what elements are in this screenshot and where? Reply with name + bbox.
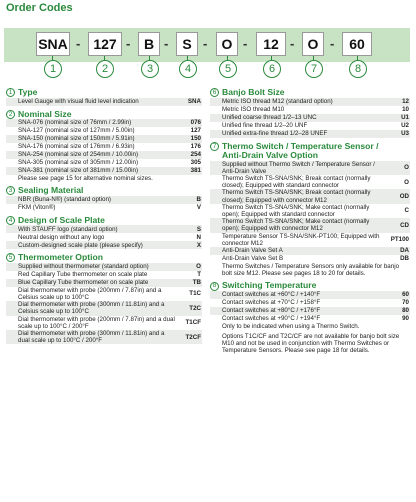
section-number: 7 [210,142,219,151]
option-row: Custom-designed scale plate (please specify) X [6,241,202,249]
code-box-seal: B [138,32,160,56]
option-row: Dial thermometer with probe (300mm / 11.81in) and a dual scale up to 100°C / 200°F T2CF [6,330,202,344]
section-note: Options T1C/CF and T2C/CF are not available for banjo bolt size M10 and not be used in conjunction with Thermo Switches or Temperature Sensors. Please see page 18 for details. [222,333,400,355]
option-row: SNA-150 (nominal size of 150mm / 5.91in) 150 [6,135,202,143]
option-row: With STAUFF logo (standard option) S [6,225,202,233]
right-column [210,88,410,359]
section-nominal-size [6,110,202,183]
section-title: Type [18,87,38,97]
code-box-size: 127 [88,32,122,56]
code-box-banjo: 12 [256,32,286,56]
code-box-thermometer: O [216,32,238,56]
code-box-type: SNA [36,32,70,56]
section-title: Thermo Switch / Temperature Sensor / [222,140,379,151]
section-note: Please see page 15 for alternative nominal sizes. [18,175,153,182]
option-row: Dial thermometer with probe (200mm / 7.87in) and a Celsius scale up to 100°C T1C [6,287,202,301]
option-row: Supplied without Thermo Switch / Temperature Sensor / Anti-Drain Valve O [210,161,410,175]
section-switching-temperature [210,281,410,354]
section-number: 1 [6,88,15,97]
option-row: Metric ISO thread M12 (standard option) 12 [210,98,410,106]
option-row: SNA-381 (nominal size of 381mm / 15.00in) 381 [6,167,202,175]
section-title: Banjo Bolt Size [222,87,285,97]
section-title: Sealing Material [18,185,84,196]
section-number: 3 [6,186,15,195]
option-row: Unified coarse thread 1/2–13 UNC U1 [210,114,410,122]
section-number: 4 [6,216,15,225]
code-separator: - [164,36,169,51]
code-box-switch: O [302,32,324,56]
section-number: 6 [210,88,219,97]
option-row: Anti-Drain Valve Set B DB [210,255,410,263]
option-row: Neutral design without any logo N [6,233,202,241]
section-title: Switching Temperature [222,280,317,291]
code-separator: - [243,36,248,51]
option-row: Unified extra-fine thread 1/2–28 UNEF U3 [210,130,410,138]
code-box-temp: 60 [342,32,372,56]
option-row: Thermo Switch TS-SNA/SNK; Break contact (normally closed); Equipped with standard connector O [210,175,410,189]
code-number: 2 [96,60,114,78]
option-row: Blue Capillary Tube thermometer on scale plate TB [6,279,202,287]
option-row: Dial thermometer with probe (200mm / 7.87in) and a dual scale up to 100°C / 200°F T1CF [6,316,202,330]
section-number: 8 [210,282,219,291]
option-row: Supplied without thermometer (standard option) O [6,263,202,271]
section-title: Nominal Size [18,108,72,119]
option-row: SNA-305 (nominal size of 305mm / 12.00in) 305 [6,159,202,167]
option-row: Temperature Sensor TS-SNA/SNK-PT100; Equipped with connector M12 PT100 [210,233,410,247]
option-row: Thermo Switch TS-SNA/SNK; Make contact (normally open); Equipped with connector M12 CD [210,218,410,232]
section-title: Thermometer Option [18,252,103,263]
code-separator: - [76,36,81,51]
section-thermometer [6,253,202,344]
option-row: Unified fine thread 1/2–20 UNF U2 [210,122,410,130]
option-row: Contact switches at +60°C / +140°F 60 [210,291,410,299]
page-title: Order Codes [6,2,73,14]
code-separator: - [330,36,335,51]
option-row: Level Gauge with visual fluid level indication SNA [6,98,202,106]
code-number: 3 [141,60,159,78]
code-number: 7 [305,60,323,78]
option-row: SNA-176 (nominal size of 176mm / 6.93in) 176 [6,143,202,151]
option-row: Contact switches at +70°C / +158°F 70 [210,299,410,307]
option-row: Red Capillary Tube thermometer on scale plate T [6,271,202,279]
section-scale-plate [6,216,202,250]
section-type [6,88,202,106]
code-number: 5 [219,60,237,78]
left-column [6,88,202,348]
option-row: NBR (Buna-N®) (standard option) B [6,196,202,204]
code-separator: - [203,36,208,51]
option-row: SNA-254 (nominal size of 254mm / 10.00in) 254 [6,151,202,159]
section-note: Only to be indicated when using a Thermo Switch. [222,322,360,330]
option-row: Metric ISO thread M10 10 [210,106,410,114]
section-sealing [6,186,202,212]
option-row: FKM (Viton®) V [6,204,202,212]
section-banjo-bolt [210,88,410,138]
section-number: 2 [6,110,15,119]
option-row: Dial thermometer with probe (300mm / 11.81in) and a Celsius scale up to 100°C T2C [6,301,202,315]
code-box-scale: S [176,32,198,56]
section-thermo-switch [210,142,410,278]
option-row: SNA-076 (nominal size of 76mm / 2.99in) 076 [6,119,202,127]
option-row: Anti-Drain Valve Set A DA [210,247,410,255]
option-row: Thermo Switch TS-SNA/SNK; Break contact (normally closed); Equipped with connector M12 OD [210,189,410,203]
section-note: Thermo Switches / Temperature Sensors only available for banjo bolt size M12. Please see pages 18 to 20 for details. [222,262,400,278]
option-row: Contact switches at +80°C / +176°F 80 [210,307,410,315]
code-separator: - [290,36,295,51]
section-number: 5 [6,253,15,262]
option-row: Thermo Switch TS-SNA/SNK; Make contact (normally open); Equipped with standard connector C [210,204,410,218]
code-number: 6 [263,60,281,78]
option-row: Contact switches at +90°C / +194°F 90 [210,315,410,323]
code-separator: - [126,36,131,51]
section-subtitle: Anti-Drain Valve Option [222,150,318,160]
code-number: 1 [44,60,62,78]
code-number: 4 [179,60,197,78]
option-row: SNA-127 (nominal size of 127mm / 5.00in) 127 [6,127,202,135]
section-title: Design of Scale Plate [18,214,105,225]
code-number: 8 [349,60,367,78]
